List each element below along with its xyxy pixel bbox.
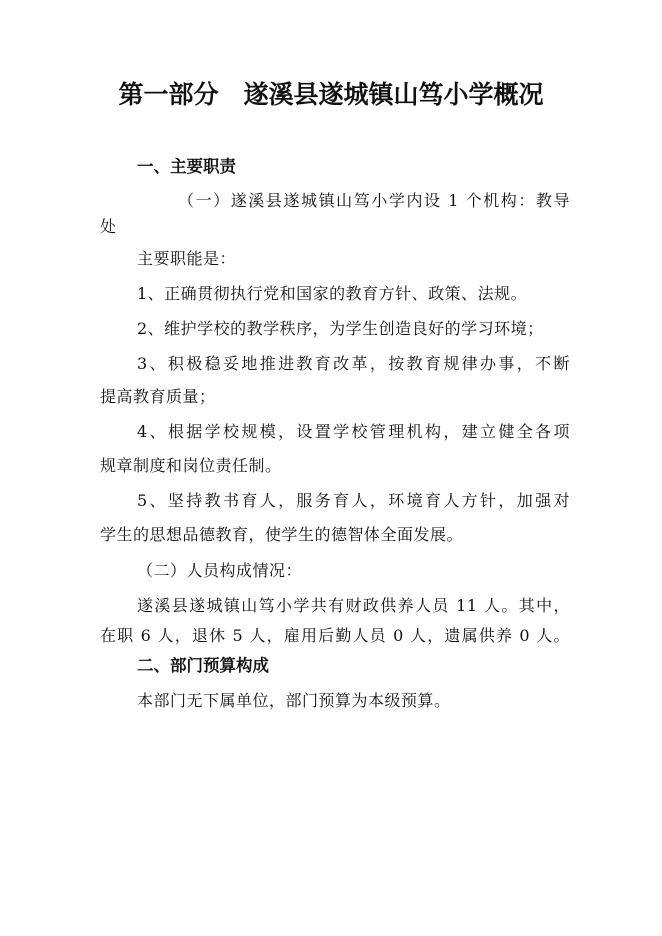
function-item-4: 4、根据学校规模，设置学校管理机构，建立健全各项	[137, 422, 570, 441]
function-item-4-cont: 规章制度和岗位责任制。	[100, 456, 282, 475]
function-item-5: 5、坚持教书育人，服务育人，环境育人方针，加强对	[137, 491, 570, 510]
section-heading-main-duties: 一、主要职责	[137, 157, 236, 176]
function-item-3: 3、积极稳妥地推进教育改革，按教育规律办事，不断	[137, 354, 570, 373]
budget-paragraph: 本部门无下属单位，部门预算为本级预算。	[137, 691, 451, 710]
section-heading-budget: 二、部门预算构成	[137, 656, 269, 675]
staffing-paragraph: 遂溪县遂城镇山笃小学共有财政供养人员 11 人。其中，	[137, 596, 570, 615]
staffing-subheading: （二）人员构成情况：	[137, 561, 303, 580]
function-item-5-cont: 学生的思想品德教育，使学生的德智体全面发展。	[100, 525, 464, 544]
paragraph-institutions: （一）遂溪县遂城镇山笃小学内设 1 个机构：教导	[178, 191, 570, 210]
function-item-3-cont: 提高教育质量；	[100, 387, 216, 406]
staffing-paragraph-cont: 在职 6 人，退休 5 人，雇用后勤人员 0 人，遗属供养 0 人。	[100, 626, 570, 645]
page-title: 第一部分 遂溪县遂城镇山笃小学概况	[118, 80, 544, 109]
functions-label: 主要职能是：	[137, 249, 237, 268]
paragraph-institutions-cont: 处	[100, 217, 117, 236]
function-item-2: 2、维护学校的教学秩序，为学生创造良好的学习环境；	[137, 319, 544, 338]
function-item-1: 1、正确贯彻执行党和国家的教育方针、政策、法规。	[137, 284, 528, 303]
